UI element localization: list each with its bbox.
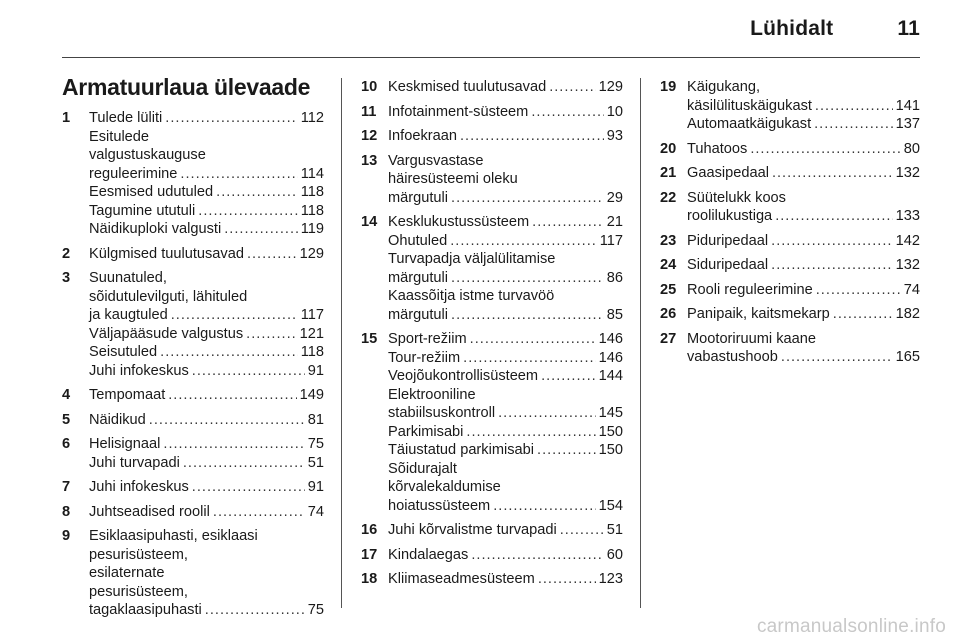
entry-line — [388, 441, 623, 460]
page-reference: 133 — [895, 208, 920, 224]
dot-leader — [163, 435, 304, 454]
entry-line — [89, 220, 324, 239]
entry-text: kõrvalekaldumise — [388, 479, 501, 495]
entry-line — [388, 367, 623, 386]
dot-leader — [781, 348, 893, 367]
dot-leader — [531, 103, 603, 122]
entry-line — [388, 386, 623, 405]
entry-number: 8 — [62, 503, 71, 520]
entry-line — [388, 460, 623, 479]
entry-text: Juhi infokeskus — [89, 479, 189, 495]
entry-text: Siduripedaal — [687, 257, 769, 273]
entry-number: 1 — [62, 110, 71, 126]
dot-leader — [833, 305, 893, 324]
entry-text: esilaternate — [89, 565, 165, 581]
page-reference: 119 — [300, 221, 324, 237]
dot-leader — [498, 404, 596, 423]
entry-text: Juhi kõrvalistme turvapadi — [388, 522, 557, 538]
entry-text: Süütelukk koos — [687, 189, 786, 206]
entry-text: stabiilsuskontroll — [388, 405, 496, 421]
page-reference: 129 — [299, 245, 324, 262]
page-reference: 142 — [895, 232, 920, 249]
dot-leader — [247, 245, 297, 264]
page-reference: 123 — [598, 571, 623, 587]
entry-line — [687, 189, 920, 208]
page-reference: 141 — [895, 97, 920, 114]
entry-line — [388, 423, 623, 442]
entry-line — [89, 343, 324, 362]
entry-text: Kaassõitja istme turvavöö — [388, 288, 555, 304]
entry-number: 2 — [62, 245, 71, 262]
dot-leader — [216, 183, 298, 202]
index-entry — [660, 330, 920, 367]
dot-leader — [537, 441, 596, 460]
entry-text: Eesmised udutuled — [89, 184, 214, 200]
page-reference: 29 — [606, 189, 623, 206]
entry-text: Kliimaseadmesüsteem — [388, 571, 535, 587]
dot-leader — [149, 411, 305, 430]
dot-leader — [198, 202, 297, 221]
entry-line — [388, 213, 623, 232]
entry-text: Tulede lüliti — [89, 110, 163, 126]
index-entry — [62, 109, 324, 239]
entry-line — [89, 478, 324, 497]
entry-line — [687, 232, 920, 251]
entry-number: 15 — [361, 331, 378, 347]
entry-line — [388, 404, 623, 423]
entry-number: 19 — [660, 79, 677, 95]
entry-line — [89, 128, 324, 147]
dot-leader — [470, 330, 596, 349]
section-name: Lühidalt — [750, 17, 834, 40]
entry-text: Näidikuploki valgusti — [89, 221, 222, 237]
entry-text: Näidikud — [89, 411, 146, 428]
entry-line — [89, 245, 324, 264]
entry-text: Keskmised tuulutusavad — [388, 79, 547, 95]
page-reference: 118 — [300, 202, 324, 219]
watermark: carmanualsonline.info — [756, 616, 946, 637]
dot-leader — [180, 165, 297, 184]
entry-text: pesurisüsteem, — [89, 546, 188, 563]
index-entry — [361, 103, 623, 122]
entry-line — [89, 546, 324, 565]
entry-text: vabastushoob — [687, 349, 778, 365]
index-entry — [361, 546, 623, 565]
dot-leader — [560, 521, 604, 540]
dot-leader — [213, 503, 305, 522]
entry-line — [388, 152, 623, 171]
entry-line — [89, 165, 324, 184]
dot-leader — [451, 269, 604, 288]
entry-line — [687, 330, 920, 349]
entry-text: Tour-režiim — [388, 349, 461, 366]
entry-number: 20 — [660, 140, 677, 157]
dot-leader — [192, 478, 305, 497]
entry-line — [388, 287, 623, 306]
page-reference: 150 — [598, 442, 623, 458]
entry-line — [89, 503, 324, 522]
entry-number: 7 — [62, 479, 71, 495]
entry-text: Piduripedaal — [687, 232, 769, 249]
entry-line — [388, 103, 623, 122]
page-reference: 81 — [307, 411, 324, 428]
page-reference: 93 — [606, 128, 623, 144]
dot-leader — [750, 140, 900, 159]
entry-text: Gaasipedaal — [687, 165, 769, 181]
entry-line — [388, 269, 623, 288]
entry-text: märgutuli — [388, 269, 449, 286]
entry-text: tagaklaasipuhasti — [89, 602, 202, 618]
entry-line — [388, 478, 623, 497]
entry-text: Kindalaegas — [388, 546, 469, 563]
entry-line — [687, 78, 920, 97]
index-entry — [660, 164, 920, 183]
page-reference: 117 — [300, 307, 324, 323]
entry-text: Infoekraan — [388, 128, 457, 144]
page-reference: 114 — [300, 165, 324, 182]
entry-text: sõidutulevilguti, lähituled — [89, 288, 248, 305]
entry-text: häiresüsteemi oleku — [388, 171, 518, 187]
page-reference: 165 — [895, 349, 920, 365]
entry-text: Külgmised tuulutusavad — [89, 245, 244, 262]
entry-line — [89, 583, 324, 602]
entry-text: Automaatkäigukast — [687, 116, 812, 132]
dot-leader — [451, 189, 604, 208]
page-reference: 86 — [606, 269, 623, 286]
entry-text: Turvapadja väljalülitamise — [388, 251, 556, 267]
entry-text: valgustuskauguse — [89, 147, 206, 163]
entry-line — [388, 330, 623, 349]
dot-leader — [165, 109, 297, 128]
page-reference: 51 — [307, 454, 324, 471]
entry-line — [388, 232, 623, 251]
entry-line — [89, 411, 324, 430]
entry-line — [89, 202, 324, 221]
dot-leader — [466, 423, 595, 442]
index-entry — [62, 386, 324, 405]
page-reference: 144 — [598, 368, 623, 384]
entry-text: märgutuli — [388, 189, 449, 206]
column-divider — [640, 78, 641, 608]
page-reference: 91 — [307, 362, 324, 379]
entry-number: 9 — [62, 528, 71, 544]
entry-number: 13 — [361, 152, 378, 169]
entry-line — [388, 546, 623, 565]
entry-line — [687, 256, 920, 275]
dot-leader — [183, 454, 305, 473]
dot-leader — [450, 232, 597, 251]
entry-line — [89, 109, 324, 128]
index-entry — [62, 503, 324, 522]
index-entry — [361, 330, 623, 515]
entry-line — [687, 97, 920, 116]
entry-number: 5 — [62, 411, 71, 428]
index-entry — [660, 281, 920, 300]
entry-line — [388, 521, 623, 540]
entry-line — [388, 570, 623, 589]
index-entry — [361, 570, 623, 589]
entry-line — [89, 527, 324, 546]
dot-leader — [460, 127, 604, 146]
entry-text: Juhi infokeskus — [89, 362, 189, 379]
entry-text: Väljapääsude valgustus — [89, 325, 244, 342]
entry-line — [89, 183, 324, 202]
entry-text: Parkimisabi — [388, 423, 464, 440]
index-entry — [361, 152, 623, 208]
entry-text: Täiustatud parkimisabi — [388, 442, 535, 458]
entry-number: 23 — [660, 232, 677, 249]
page-reference: 10 — [606, 103, 623, 120]
page-reference: 91 — [307, 479, 324, 495]
entry-number: 3 — [62, 270, 71, 286]
entry-text: Sport-režiim — [388, 331, 467, 347]
entry-line — [89, 564, 324, 583]
dot-leader — [549, 78, 595, 97]
entry-line — [388, 170, 623, 189]
entry-text: Sõidurajalt — [388, 460, 457, 477]
dot-leader — [168, 386, 296, 405]
dot-leader — [493, 497, 595, 516]
page-reference: 74 — [307, 503, 324, 520]
entry-line — [388, 78, 623, 97]
entry-line — [89, 362, 324, 381]
page-number: 11 — [897, 17, 920, 40]
index-entry — [361, 521, 623, 540]
dot-leader — [815, 97, 893, 116]
index-entry — [62, 245, 324, 264]
index-entry — [62, 411, 324, 430]
entry-line — [687, 164, 920, 183]
dot-leader — [205, 601, 305, 620]
index-entry — [660, 305, 920, 324]
header-divider — [62, 57, 920, 58]
entry-line — [89, 306, 324, 325]
entry-line — [89, 454, 324, 473]
index-entry — [660, 189, 920, 226]
index-entry — [62, 269, 324, 380]
dot-leader — [463, 349, 595, 368]
entry-line — [89, 601, 324, 620]
entry-line — [388, 189, 623, 208]
page-reference: 145 — [598, 405, 623, 421]
entry-text: roolilukustiga — [687, 208, 773, 224]
entry-text: ja kaugtuled — [89, 307, 168, 323]
dot-leader — [471, 546, 603, 565]
entry-text: Juhi turvapadi — [89, 454, 180, 471]
dot-leader — [538, 570, 596, 589]
index-entry — [660, 140, 920, 159]
page-reference: 75 — [307, 602, 324, 618]
index-entry — [62, 527, 324, 620]
dot-leader — [772, 164, 893, 183]
index-entry — [660, 256, 920, 275]
entry-line — [687, 348, 920, 367]
dot-leader — [771, 256, 893, 275]
entry-line — [687, 140, 920, 159]
entry-text: Ohutuled — [388, 232, 448, 249]
dot-leader — [816, 281, 901, 300]
entry-line — [388, 497, 623, 516]
entry-line — [388, 250, 623, 269]
page-reference: 150 — [598, 423, 623, 440]
entry-text: Veojõukontrollisüsteem — [388, 368, 539, 384]
entry-line — [89, 288, 324, 307]
entry-text: reguleerimine — [89, 165, 178, 182]
entry-text: käsilülituskäigukast — [687, 97, 812, 114]
index-entry — [361, 213, 623, 324]
entry-text: Tempomaat — [89, 387, 166, 403]
page-reference: 80 — [903, 140, 920, 157]
entry-text: Esiklaasipuhasti, esiklaasi — [89, 528, 258, 544]
entry-text: hoiatussüsteem — [388, 497, 491, 514]
page-reference: 146 — [598, 349, 623, 366]
entry-text: Tuhatoos — [687, 140, 748, 157]
entry-text: Elektrooniline — [388, 386, 476, 403]
index-entry — [62, 478, 324, 497]
page-reference: 146 — [598, 331, 623, 347]
dot-leader — [532, 213, 604, 232]
entry-number: 4 — [62, 387, 71, 403]
page-reference: 137 — [895, 116, 920, 132]
entry-line — [687, 305, 920, 324]
entry-line — [687, 115, 920, 134]
entry-text: pesurisüsteem, — [89, 583, 188, 600]
entry-text: Panipaik, kaitsmekarp — [687, 306, 830, 322]
dot-leader — [814, 115, 893, 134]
page-reference: 51 — [606, 522, 623, 538]
index-entry — [660, 232, 920, 251]
index-entry — [660, 78, 920, 134]
index-entry — [361, 78, 623, 97]
page-reference: 149 — [299, 387, 324, 403]
column-divider — [341, 78, 342, 608]
entry-line — [388, 349, 623, 368]
entry-line — [388, 127, 623, 146]
index-entry — [361, 127, 623, 146]
entry-line — [89, 269, 324, 288]
entry-number: 11 — [361, 103, 377, 120]
dot-leader — [192, 362, 305, 381]
entry-text: Suunatuled, — [89, 270, 167, 286]
page-title: Armatuurlaua ülevaade — [62, 74, 311, 100]
entry-number: 21 — [660, 165, 677, 181]
entry-number: 18 — [361, 571, 378, 587]
entry-line — [89, 435, 324, 454]
entry-number: 27 — [660, 330, 677, 347]
dot-leader — [771, 232, 893, 251]
page-reference: 132 — [895, 165, 920, 181]
entry-number: 17 — [361, 546, 378, 563]
entry-number: 24 — [660, 257, 677, 273]
entry-line — [687, 281, 920, 300]
entry-text: Infotainment-süsteem — [388, 103, 529, 120]
entry-number: 25 — [660, 281, 677, 298]
dot-leader — [775, 207, 892, 226]
index-column-2 — [361, 78, 623, 595]
entry-text: Rooli reguleerimine — [687, 281, 813, 298]
entry-number: 6 — [62, 436, 71, 452]
page-reference: 118 — [300, 344, 324, 360]
entry-line — [89, 386, 324, 405]
page-header — [750, 17, 920, 41]
dot-leader — [541, 367, 596, 386]
entry-text: Vargusvastase — [388, 152, 484, 169]
entry-number: 16 — [361, 522, 378, 538]
page-reference: 132 — [895, 257, 920, 273]
dot-leader — [224, 220, 298, 239]
dot-leader — [246, 325, 296, 344]
entry-number: 22 — [660, 189, 677, 206]
dot-leader — [451, 306, 604, 325]
entry-number: 26 — [660, 306, 677, 322]
page-reference: 75 — [307, 436, 324, 452]
entry-text: Kesklukustussüsteem — [388, 214, 530, 230]
entry-number: 14 — [361, 214, 378, 230]
entry-line — [89, 325, 324, 344]
page-reference: 74 — [903, 281, 920, 298]
entry-text: Seisutuled — [89, 344, 158, 360]
index-entry — [62, 435, 324, 472]
page-reference: 60 — [606, 546, 623, 563]
page-reference: 118 — [300, 184, 324, 200]
entry-number: 10 — [361, 79, 378, 95]
entry-line — [687, 207, 920, 226]
dot-leader — [171, 306, 298, 325]
page-reference: 182 — [895, 306, 920, 322]
entry-number: 12 — [361, 128, 378, 144]
entry-line — [89, 146, 324, 165]
page-reference: 117 — [599, 232, 623, 249]
page-reference: 21 — [606, 214, 623, 230]
page-reference: 129 — [598, 79, 623, 95]
page-reference: 121 — [299, 325, 324, 342]
index-column-1 — [62, 109, 324, 626]
entry-text: märgutuli — [388, 306, 449, 323]
entry-text: Esitulede — [89, 128, 150, 145]
entry-text: Mootoriruumi kaane — [687, 330, 816, 347]
entry-text: Käigukang, — [687, 79, 761, 95]
entry-text: Juhtseadised roolil — [89, 503, 210, 520]
page-reference: 85 — [606, 306, 623, 323]
dot-leader — [160, 343, 298, 362]
entry-line — [388, 306, 623, 325]
page-reference: 112 — [300, 110, 324, 126]
index-column-3 — [660, 78, 920, 373]
entry-text: Tagumine ututuli — [89, 202, 196, 219]
entry-text: Helisignaal — [89, 436, 161, 452]
page-reference: 154 — [598, 497, 623, 514]
